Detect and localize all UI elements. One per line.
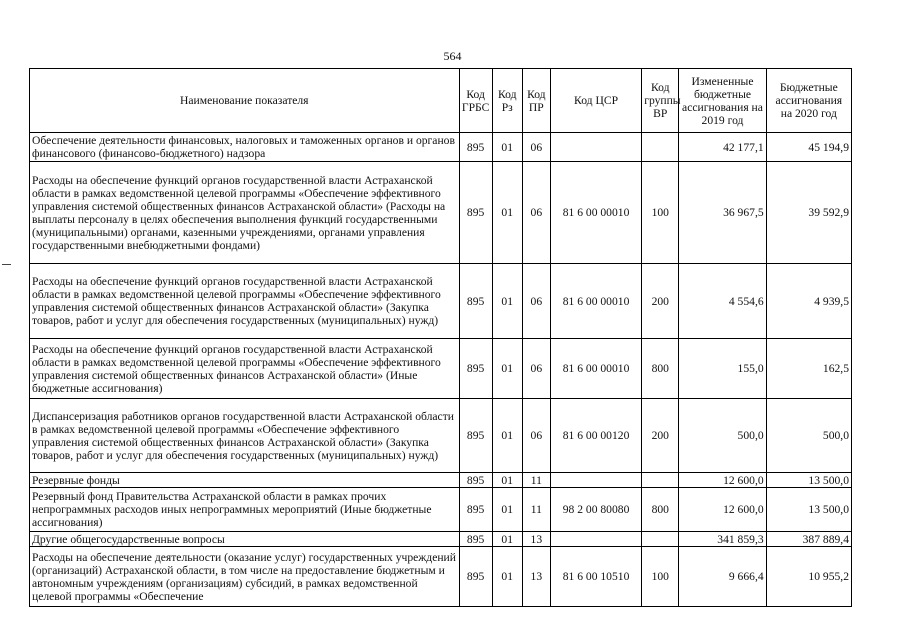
cell-pr: 06 (522, 399, 550, 473)
cell-name: Расходы на обеспечение функций органов государственной власти Астраханской области в рамках ведомственной целевой программы «Обеспечение эффективного управления системой общественных финансов Астраханской области» (Расходы на выплаты персоналу в целях обеспечения выполнения функций государственными (муниципальными) органами, казенными учреждениями, органами управления государственными внебюджетными фондами) (30, 162, 460, 264)
cell-grbs: 895 (459, 399, 492, 473)
cell-name: Другие общегосударственные вопросы (30, 532, 460, 547)
budget-table (29, 68, 852, 607)
cell-2019: 4 554,6 (679, 264, 766, 339)
table-row (30, 547, 852, 607)
cell-name: Расходы на обеспечение функций органов государственной власти Астраханской области в рамках ведомственной целевой программы «Обеспечение эффективного управления системой общественных финансов Астраханской области» (Закупка товаров, работ и услуг для обеспечения государственных (муниципальных) нужд) (30, 264, 460, 339)
table-row (30, 133, 852, 162)
cell-grbs: 895 (459, 339, 492, 399)
cell-vr: 100 (642, 547, 679, 607)
cell-grbs: 895 (459, 264, 492, 339)
cell-2019: 42 177,1 (679, 133, 766, 162)
cell-csr: 81 6 00 00010 (550, 264, 641, 339)
cell-csr (550, 133, 641, 162)
table-row (30, 162, 852, 264)
col-header-2020: Бюджетные ассигнования на 2020 год (766, 69, 851, 133)
margin-mark (2, 264, 11, 265)
cell-2020: 500,0 (766, 399, 851, 473)
cell-vr: 200 (642, 264, 679, 339)
cell-2020: 39 592,9 (766, 162, 851, 264)
cell-2020: 4 939,5 (766, 264, 851, 339)
table-row (30, 399, 852, 473)
cell-2019: 12 600,0 (679, 473, 766, 488)
cell-csr: 98 2 00 80080 (550, 488, 641, 532)
page-number: 564 (443, 49, 462, 63)
cell-pr: 11 (522, 488, 550, 532)
cell-grbs: 895 (459, 133, 492, 162)
cell-rz: 01 (492, 133, 522, 162)
cell-pr: 06 (522, 133, 550, 162)
cell-2020: 162,5 (766, 339, 851, 399)
col-header-grbs: Код ГРБС (459, 69, 492, 133)
cell-rz: 01 (492, 399, 522, 473)
col-header-name: Наименование показателя (30, 69, 460, 133)
cell-csr: 81 6 00 00120 (550, 399, 641, 473)
cell-2019: 500,0 (679, 399, 766, 473)
cell-grbs: 895 (459, 547, 492, 607)
cell-csr (550, 473, 641, 488)
cell-pr: 06 (522, 264, 550, 339)
cell-2019: 155,0 (679, 339, 766, 399)
cell-rz: 01 (492, 264, 522, 339)
col-header-csr: Код ЦСР (550, 69, 641, 133)
col-header-vr: Код группы ВР (642, 69, 679, 133)
cell-2019: 12 600,0 (679, 488, 766, 532)
table-row (30, 473, 852, 488)
cell-pr: 06 (522, 162, 550, 264)
cell-vr (642, 133, 679, 162)
cell-csr: 81 6 00 00010 (550, 339, 641, 399)
cell-name: Расходы на обеспечение функций органов государственной власти Астраханской области в рамках ведомственной целевой программы «Обеспечение эффективного управления системой общественных финансов Астраханской области» (Иные бюджетные ассигнования) (30, 339, 460, 399)
cell-rz: 01 (492, 339, 522, 399)
cell-rz: 01 (492, 488, 522, 532)
cell-2020: 13 500,0 (766, 473, 851, 488)
col-header-2019: Измененные бюджетные ассигнования на 2019 год (679, 69, 766, 133)
table-row (30, 488, 852, 532)
table-body (30, 133, 852, 607)
cell-rz: 01 (492, 162, 522, 264)
cell-pr: 11 (522, 473, 550, 488)
cell-csr (550, 532, 641, 547)
cell-name: Расходы на обеспечение деятельности (оказание услуг) государственных учреждений (организаций) Астраханской области, в том числе на предоставление бюджетным и автономным учреждениям (организациям) субсидий, в рамках ведомственной целевой программы «Обеспечение (30, 547, 460, 607)
cell-rz: 01 (492, 547, 522, 607)
cell-vr: 200 (642, 399, 679, 473)
cell-pr: 13 (522, 532, 550, 547)
table-row (30, 532, 852, 547)
table-row (30, 339, 852, 399)
cell-csr: 81 6 00 10510 (550, 547, 641, 607)
cell-2020: 13 500,0 (766, 488, 851, 532)
cell-rz: 01 (492, 532, 522, 547)
cell-vr: 100 (642, 162, 679, 264)
cell-grbs: 895 (459, 488, 492, 532)
cell-vr (642, 532, 679, 547)
cell-name: Диспансеризация работников органов государственной власти Астраханской области в рамках ведомственной целевой программы «Обеспечение эффективного управления системой общественных финансов Астраханской области» (Закупка товаров, работ и услуг для обеспечения государственных (муниципальных) нужд) (30, 399, 460, 473)
cell-2019: 9 666,4 (679, 547, 766, 607)
col-header-pr: Код ПР (522, 69, 550, 133)
cell-grbs: 895 (459, 473, 492, 488)
cell-2020: 387 889,4 (766, 532, 851, 547)
cell-grbs: 895 (459, 162, 492, 264)
cell-vr (642, 473, 679, 488)
cell-rz: 01 (492, 473, 522, 488)
cell-vr: 800 (642, 339, 679, 399)
cell-2020: 10 955,2 (766, 547, 851, 607)
col-header-rz: Код Рз (492, 69, 522, 133)
cell-csr: 81 6 00 00010 (550, 162, 641, 264)
cell-2019: 36 967,5 (679, 162, 766, 264)
table-header-row (30, 69, 852, 133)
cell-2020: 45 194,9 (766, 133, 851, 162)
cell-name: Резервный фонд Правительства Астраханской области в рамках прочих непрограммных расходов иных непрограммных мероприятий (Иные бюджетные ассигнования) (30, 488, 460, 532)
cell-name: Резервные фонды (30, 473, 460, 488)
cell-vr: 800 (642, 488, 679, 532)
cell-pr: 13 (522, 547, 550, 607)
cell-pr: 06 (522, 339, 550, 399)
table-row (30, 264, 852, 339)
cell-name: Обеспечение деятельности финансовых, налоговых и таможенных органов и органов финансового (финансово-бюджетного) надзора (30, 133, 460, 162)
cell-2019: 341 859,3 (679, 532, 766, 547)
cell-grbs: 895 (459, 532, 492, 547)
